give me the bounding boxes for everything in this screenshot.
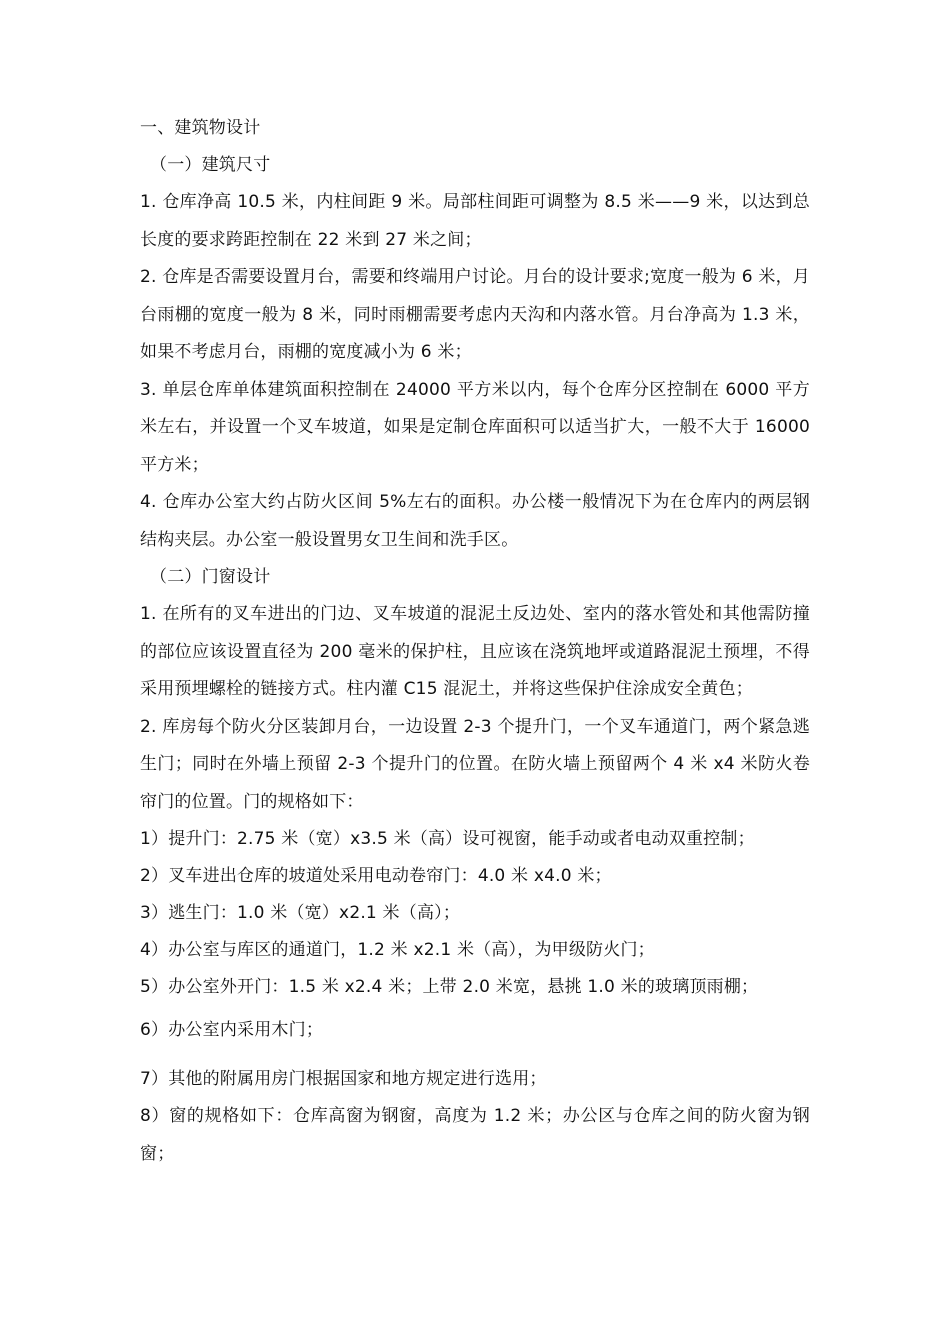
building-dimensions-item-4: 4. 仓库办公室大约占防火区间 5%左右的面积。办公楼一般情况下为在仓库内的两层钢结构夹层。办公室一般设置男女卫生间和洗手区。 <box>140 492 810 550</box>
door-window-item-1: 1. 在所有的叉车进出的门边、叉车坡道的混泥土反边处、室内的落水管处和其他需防撞的部位应该设置直径为 200 毫米的保护柱，且应该在浇筑地坪或道路混泥土预埋，不得采用预埋螺栓的链接方式。柱内灌 C15 混泥土，并将这些保护住涂成安全黄色； <box>140 604 810 699</box>
door-spec-1: 1）提升门：2.75 米（宽）x3.5 米（高）设可视窗，能手动或者电动双重控制； <box>140 829 755 849</box>
door-spec-5: 5）办公室外开门：1.5 米 x2.4 米；上带 2.0 米宽，悬挑 1.0 米的玻璃顶雨棚； <box>140 977 759 997</box>
section-title-door-window-design: （二）门窗设计 <box>150 567 271 587</box>
section-title-building-dimensions: （一）建筑尺寸 <box>150 155 271 175</box>
building-dimensions-item-1: 1. 仓库净高 10.5 米，内柱间距 9 米。局部柱间距可调整为 8.5 米——9 米，以达到总长度的要求跨距控制在 22 米到 27 米之间； <box>140 192 810 250</box>
building-dimensions-item-3: 3. 单层仓库单体建筑面积控制在 24000 平方米以内，每个仓库分区控制在 6000 平方米左右，并设置一个叉车坡道，如果是定制仓库面积可以适当扩大，一般不大于 16000 平方米； <box>140 379 810 475</box>
building-dimensions-item-2: 2. 仓库是否需要设置月台，需要和终端用户讨论。月台的设计要求;宽度一般为 6 米，月台雨棚的宽度一般为 8 米，同时雨棚需要考虑内天沟和内落水管。月台净高为 1.3 米，如果不考虑月台，雨棚的宽度减小为 6 米； <box>140 267 810 362</box>
door-spec-6: 6）办公室内采用木门； <box>140 1020 324 1040</box>
door-spec-7: 7）其他的附属用房门根据国家和地方规定进行选用； <box>140 1069 547 1089</box>
door-spec-2: 2）叉车进出仓库的坡道处采用电动卷帘门：4.0 米 x4.0 米； <box>140 866 612 886</box>
document-heading: 一、建筑物设计 <box>140 118 261 138</box>
door-window-item-2: 2. 库房每个防火分区装卸月台，一边设置 2-3 个提升门，一个叉车通道门，两个紧急逃生门；同时在外墙上预留 2-3 个提升门的位置。在防火墙上预留两个 4 米 x4 米防火卷帘门的位置。门的规格如下： <box>140 716 810 812</box>
door-spec-4: 4）办公室与库区的通道门，1.2 米 x2.1 米（高），为甲级防火门； <box>140 940 655 960</box>
document-body <box>140 110 810 1173</box>
door-spec-8: 8）窗的规格如下：仓库高窗为钢窗，高度为 1.2 米；办公区与仓库之间的防火窗为钢窗； <box>140 1106 810 1164</box>
door-spec-3: 3）逃生门：1.0 米（宽）x2.1 米（高）； <box>140 903 461 923</box>
